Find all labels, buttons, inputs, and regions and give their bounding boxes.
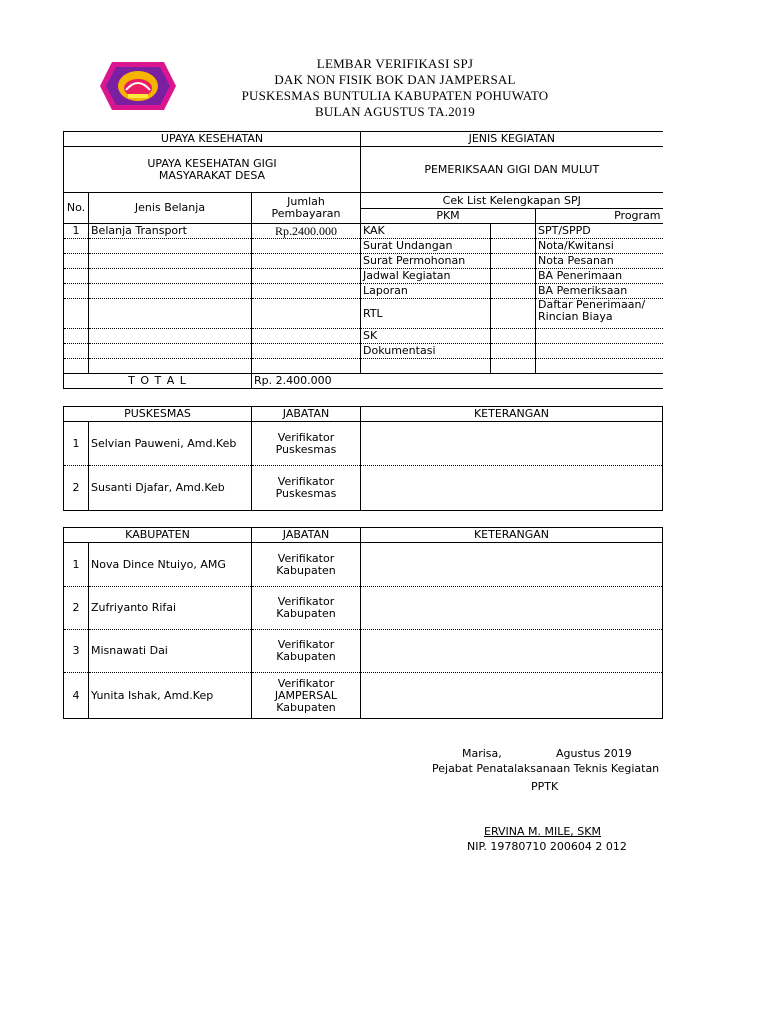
kabupaten-col-header: KABUPATEN (64, 528, 252, 543)
total-label: T O T A L (64, 374, 252, 389)
jabatan-line-2: JAMPERSAL (274, 688, 338, 702)
row-no: 1 (64, 422, 89, 466)
empty-cell (64, 359, 89, 374)
table-row (64, 239, 663, 254)
signature-name: ERVINA M. MILE, SKM (484, 825, 601, 838)
jabatan-line-1: Verifikator (277, 475, 335, 488)
jabatan-line-2: Kabupaten (276, 563, 336, 577)
empty-cell (252, 299, 361, 329)
kabupaten-verifier-table (63, 527, 663, 719)
upaya-value-line-1: UPAYA KESEHATAN GIGI (147, 156, 277, 170)
keterangan-cell[interactable] (361, 543, 663, 587)
table-row (64, 344, 663, 359)
pkm-item: RTL (361, 299, 491, 329)
pkm-item: Dokumentasi (361, 344, 491, 359)
table-row (64, 587, 663, 630)
keterangan-cell[interactable] (361, 466, 663, 511)
regional-emblem-icon (98, 58, 178, 114)
program-item: BA Pemeriksaan (536, 284, 663, 299)
empty-cell (89, 284, 252, 299)
table-row (64, 299, 663, 329)
empty-cell (64, 284, 89, 299)
program-item: BA Penerimaan (536, 269, 663, 284)
program-item: Nota Pesanan (536, 254, 663, 269)
program-item: SPT/SPPD (536, 224, 663, 239)
header-line-4: BULAN AGUSTUS TA.2019 (314, 104, 476, 119)
empty-cell (252, 344, 361, 359)
jumlah-pembayaran-header (252, 193, 361, 224)
pkm-check (491, 269, 536, 284)
pkm-check (491, 224, 536, 239)
empty-cell (89, 344, 252, 359)
verifier-name: Zufriyanto Rifai (89, 587, 252, 630)
table-row (64, 359, 663, 374)
pkm-check (491, 239, 536, 254)
puskesmas-verifier-table (63, 406, 663, 511)
keterangan-cell[interactable] (361, 673, 663, 719)
verifier-name: Misnawati Dai (89, 630, 252, 673)
table-row (64, 284, 663, 299)
verifier-name: Susanti Djafar, Amd.Keb (89, 466, 252, 511)
pkm-check (491, 299, 536, 329)
empty-cell (252, 254, 361, 269)
table-row (64, 422, 663, 466)
empty-cell (252, 284, 361, 299)
table-row (64, 673, 663, 719)
upaya-value-line-2: MASYARAKAT DESA (158, 168, 266, 182)
keterangan-col-header: KETERANGAN (361, 528, 663, 543)
empty-cell (252, 359, 361, 374)
header-line-2: DAK NON FISIK BOK DAN JAMPERSAL (274, 72, 516, 87)
upaya-kesehatan-header: UPAYA KESEHATAN (64, 132, 361, 147)
table-row (64, 528, 663, 543)
empty-cell (64, 239, 89, 254)
jabatan-line-1: Verifikator (277, 676, 335, 690)
empty-cell (361, 359, 491, 374)
pkm-check (491, 344, 536, 359)
jabatan-line-2: Kabupaten (276, 607, 336, 620)
verifier-jabatan (252, 466, 361, 511)
keterangan-col-header: KETERANGAN (361, 407, 663, 422)
upaya-kesehatan-value (64, 147, 361, 193)
pkm-check (491, 284, 536, 299)
pkm-item: SK (361, 329, 491, 344)
empty-cell (89, 254, 252, 269)
jumlah-header-line-1: Jumlah (287, 195, 325, 208)
table-row (64, 407, 663, 422)
empty-cell (64, 299, 89, 329)
signature-date: Agustus 2019 (556, 747, 632, 760)
pkm-item: Jadwal Kegiatan (361, 269, 491, 284)
empty-cell (89, 299, 252, 329)
jabatan-line-2: Puskesmas (275, 442, 337, 456)
table-row (64, 329, 663, 344)
verifier-jabatan (252, 422, 361, 466)
verifier-jabatan (252, 543, 361, 587)
pkm-check (491, 329, 536, 344)
keterangan-cell[interactable] (361, 422, 663, 466)
empty-cell (89, 329, 252, 344)
header-line-1: LEMBAR VERIFIKASI SPJ (316, 56, 474, 71)
keterangan-cell[interactable] (361, 587, 663, 630)
pkm-header: PKM (361, 209, 536, 224)
table-row (64, 543, 663, 587)
pkm-item: KAK (361, 224, 491, 239)
item-amount: Rp.2400.000 (252, 224, 361, 239)
keterangan-cell[interactable] (361, 630, 663, 673)
signature-place: Marisa, (462, 747, 502, 760)
empty-cell (536, 329, 663, 344)
pkm-item: Laporan (361, 284, 491, 299)
empty-cell (536, 344, 663, 359)
jabatan-col-header: JABATAN (252, 407, 361, 422)
jabatan-line-1: Verifikator (277, 551, 335, 565)
signature-nip: NIP. 19780710 200604 2 012 (467, 840, 627, 853)
pkm-item: Surat Undangan (361, 239, 491, 254)
no-header: No. (64, 193, 89, 224)
jabatan-line-1: Verifikator (277, 638, 335, 651)
jabatan-line-2: Puskesmas (275, 487, 337, 500)
jenis-kegiatan-header: JENIS KEGIATAN (361, 132, 663, 147)
header-line-3: PUSKESMAS BUNTULIA KABUPATEN POHUWATO (241, 88, 549, 103)
signature-role-short: PPTK (531, 780, 559, 793)
jabatan-line-3: Kabupaten (276, 700, 336, 714)
table-row (64, 193, 663, 209)
verifier-name: Selvian Pauweni, Amd.Keb (89, 422, 252, 466)
total-row (64, 374, 663, 389)
empty-cell (89, 239, 252, 254)
table-row (64, 224, 663, 239)
row-no: 2 (64, 587, 89, 630)
jabatan-col-header: JABATAN (252, 528, 361, 543)
document-header (200, 56, 590, 120)
pkm-check (491, 254, 536, 269)
table-row (64, 466, 663, 511)
verifier-jabatan (252, 587, 361, 630)
item-no: 1 (64, 224, 89, 239)
row-no: 2 (64, 466, 89, 511)
table-row (64, 630, 663, 673)
jenis-belanja-header: Jenis Belanja (89, 193, 252, 224)
jenis-kegiatan-value: PEMERIKSAAN GIGI DAN MULUT (361, 147, 663, 193)
item-name: Belanja Transport (89, 224, 252, 239)
empty-cell (64, 254, 89, 269)
empty-cell (64, 344, 89, 359)
jabatan-line-2: Kabupaten (276, 650, 336, 663)
jabatan-line-1: Verifikator (277, 595, 335, 608)
empty-cell (89, 359, 252, 374)
row-no: 3 (64, 630, 89, 673)
table-row (64, 254, 663, 269)
program-item-line-1: Daftar Penerimaan/ (538, 298, 646, 311)
program-item: Nota/Kwitansi (536, 239, 663, 254)
jabatan-line-1: Verifikator (277, 430, 335, 444)
table-row (64, 269, 663, 284)
empty-cell (89, 269, 252, 284)
verifier-name: Nova Dince Ntuiyo, AMG (89, 543, 252, 587)
pkm-item: Surat Permohonan (361, 254, 491, 269)
row-no: 4 (64, 673, 89, 719)
empty-cell (536, 359, 663, 374)
empty-cell (252, 329, 361, 344)
jumlah-header-line-2: Pembayaran (271, 207, 341, 220)
verification-table (63, 131, 663, 389)
ceklist-header: Cek List Kelengkapan SPJ (361, 193, 663, 209)
program-item-line-2: Rincian Biaya (538, 310, 613, 323)
verifier-jabatan (252, 630, 361, 673)
empty-cell (64, 329, 89, 344)
row-no: 1 (64, 543, 89, 587)
puskesmas-col-header: PUSKESMAS (64, 407, 252, 422)
empty-cell (252, 239, 361, 254)
signature-role: Pejabat Penatalaksanaan Teknis Kegiatan (432, 762, 660, 775)
verifier-name: Yunita Ishak, Amd.Kep (89, 673, 252, 719)
empty-cell (491, 359, 536, 374)
table-row (64, 132, 663, 147)
empty-cell (252, 269, 361, 284)
empty-cell (64, 269, 89, 284)
program-item (536, 299, 663, 329)
program-header: Program (536, 209, 663, 224)
total-value: Rp. 2.400.000 (252, 374, 663, 389)
table-row (64, 147, 663, 193)
verifier-jabatan (252, 673, 361, 719)
